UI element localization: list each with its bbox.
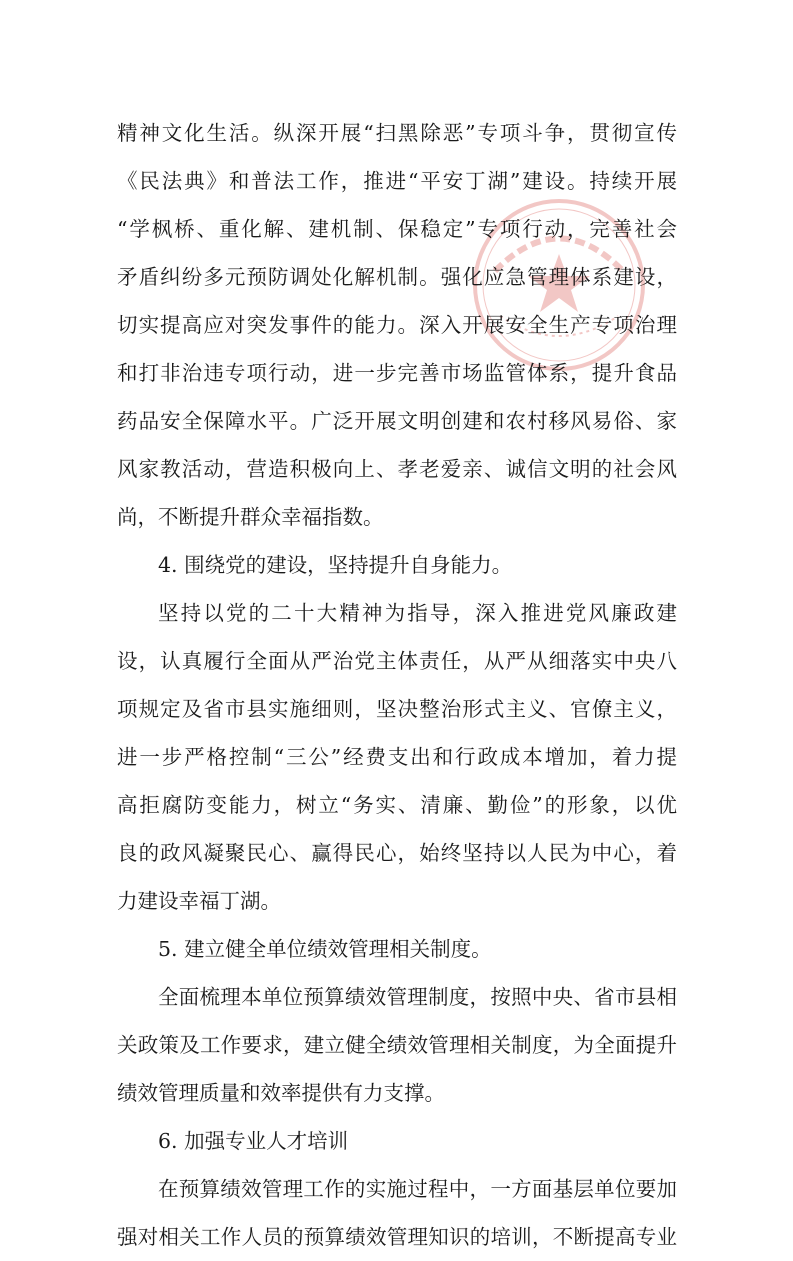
section-heading: 6. 加强专业人才培训 — [158, 1129, 349, 1153]
paragraph-first-line: 在预算绩效管理工作的实施过程中，一方面基层单位要加 — [158, 1177, 677, 1201]
text-line: 切实提高应对突发事件的能力。深入开展安全生产专项治理 — [117, 313, 677, 337]
text-line: 高拒腐防变能力，树立“务实、清廉、勤俭”的形象，以优 — [117, 793, 677, 817]
paragraph-first-line: 全面梳理本单位预算绩效管理制度，按照中央、省市县相 — [158, 985, 677, 1009]
text-line: 风家教活动，营造积极向上、孝老爱亲、诚信文明的社会风 — [117, 457, 677, 481]
text-line: 《民法典》和普法工作，推进“平安丁湖”建设。持续开展 — [117, 169, 677, 193]
section-heading: 4. 围绕党的建设，坚持提升自身能力。 — [158, 553, 513, 577]
text-line: 进一步严格控制“三公”经费支出和行政成本增加，着力提 — [117, 745, 677, 769]
text-line: 设，认真履行全面从严治党主体责任，从严从细落实中央八 — [117, 649, 677, 673]
paragraph-first-line: 坚持以党的二十大精神为指导，深入推进党风廉政建 — [158, 601, 677, 625]
text-line: 精神文化生活。纵深开展“扫黑除恶”专项斗争，贯彻宣传 — [117, 121, 677, 145]
text-line: 药品安全保障水平。广泛开展文明创建和农村移风易俗、家 — [117, 409, 677, 433]
text-line: 绩效管理质量和效率提供有力支撑。 — [117, 1081, 445, 1105]
text-line: “学枫桥、重化解、建机制、保稳定”专项行动，完善社会 — [117, 217, 677, 241]
text-line: 和打非治违专项行动，进一步完善市场监管体系，提升食品 — [117, 361, 677, 385]
text-line: 尚，不断提升群众幸福指数。 — [117, 505, 384, 529]
text-line: 良的政风凝聚民心、赢得民心，始终坚持以人民为中心，着 — [117, 841, 677, 865]
text-line: 矛盾纠纷多元预防调处化解机制。强化应急管理体系建设， — [117, 265, 677, 289]
text-line: 力建设幸福丁湖。 — [117, 889, 281, 913]
document-body — [117, 109, 677, 1261]
text-line: 项规定及省市县实施细则，坚决整治形式主义、官僚主义， — [117, 697, 677, 721]
text-line: 关政策及工作要求，建立健全绩效管理相关制度，为全面提升 — [117, 1033, 677, 1057]
section-heading: 5. 建立健全单位绩效管理相关制度。 — [158, 937, 492, 961]
text-line: 强对相关工作人员的预算绩效管理知识的培训，不断提高专业 — [117, 1225, 677, 1249]
